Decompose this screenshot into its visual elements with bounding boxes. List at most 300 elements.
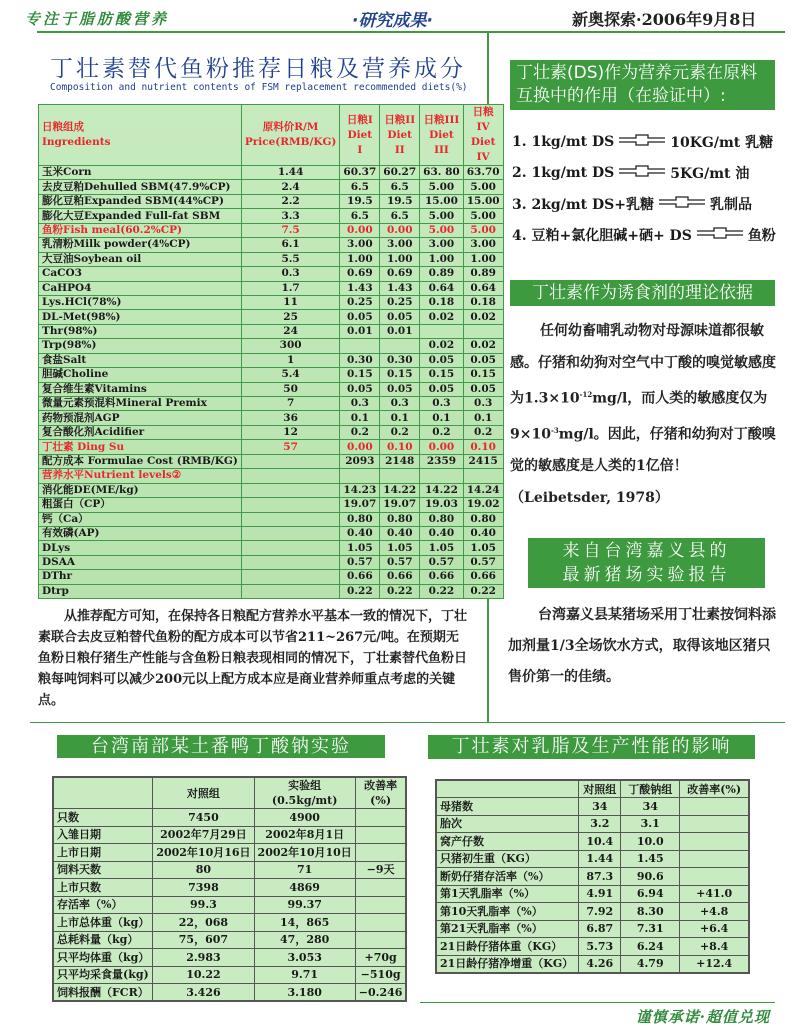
- table-cell: 1.7: [241, 281, 340, 295]
- table-cell: 2.4: [241, 180, 340, 194]
- table-cell: −510g: [355, 966, 406, 984]
- table-row: [39, 570, 504, 584]
- table-cell: 0.25: [380, 295, 420, 309]
- table-cell: 0.1: [380, 411, 420, 425]
- table-cell: 0.30: [380, 353, 420, 367]
- table-row: [39, 483, 504, 497]
- table-cell: 10.4: [579, 833, 621, 851]
- table-row: [436, 885, 749, 903]
- equivalence-item: [512, 225, 776, 245]
- table-row: [436, 920, 749, 938]
- table-cell: 90.6: [621, 868, 680, 886]
- equivalence-icon: [697, 226, 743, 244]
- table-cell: 3.00: [420, 238, 464, 252]
- column-header: 日粮IV Diet IV: [463, 105, 503, 166]
- table-row: [436, 833, 749, 851]
- table-cell: 0.57: [463, 555, 503, 569]
- table-cell: 0.66: [340, 570, 380, 584]
- column-header: 对照组: [153, 777, 254, 809]
- table-cell: 60.27: [380, 166, 420, 180]
- table-row: [436, 850, 749, 868]
- table-cell: 0.10: [380, 440, 420, 454]
- table-cell: [241, 512, 340, 526]
- table-cell: [380, 469, 420, 483]
- table-cell: DSAA: [39, 555, 242, 569]
- table-cell: 0.10: [463, 440, 503, 454]
- table-cell: 7.92: [579, 903, 621, 921]
- table-cell: 0.69: [340, 267, 380, 281]
- equivalence-right: 10KG/mt 乳糖: [670, 135, 774, 151]
- table-cell: 上市只数: [53, 879, 153, 897]
- table-cell: 3.00: [340, 238, 380, 252]
- table-cell: 1.44: [579, 850, 621, 868]
- table-cell: 0.00: [420, 440, 464, 454]
- table-cell: 胎次: [436, 815, 579, 833]
- table-cell: 上市总体重（kg）: [53, 914, 153, 932]
- table-cell: 0.22: [340, 584, 380, 598]
- table-row: [53, 931, 406, 949]
- table-cell: 0.2: [463, 425, 503, 439]
- table-cell: 0.66: [380, 570, 420, 584]
- table-cell: +8.4: [680, 938, 749, 956]
- table-row: [39, 252, 504, 266]
- table-cell: 大豆油Soybean oil: [39, 252, 242, 266]
- table-row: [39, 238, 504, 252]
- column-header: 日粮II Diet II: [380, 105, 420, 166]
- table-cell: 饲料天数: [53, 861, 153, 879]
- table-row: [53, 949, 406, 967]
- table-cell: 0.05: [420, 382, 464, 396]
- table-cell: 14.22: [380, 483, 420, 497]
- table-cell: 14，865: [254, 914, 355, 932]
- table-row: [53, 984, 406, 1002]
- table-cell: 0.05: [340, 382, 380, 396]
- table-cell: 0.69: [380, 267, 420, 281]
- table-cell: 窝产仔数: [436, 833, 579, 851]
- table-cell: 6.24: [621, 938, 680, 956]
- exponent: -3: [550, 425, 559, 435]
- table-row: [39, 166, 504, 180]
- duck-table: [52, 776, 407, 1002]
- table-cell: 3.180: [254, 984, 355, 1002]
- table-cell: 2093: [340, 454, 380, 468]
- table-cell: 0.05: [380, 382, 420, 396]
- equivalence-right: 5KG/mt 油: [670, 166, 750, 182]
- table-cell: 15.00: [463, 194, 503, 208]
- table-cell: 0.05: [380, 310, 420, 324]
- table-cell: [340, 469, 380, 483]
- table-cell: 0.18: [420, 295, 464, 309]
- table-cell: 14.23: [340, 483, 380, 497]
- table-cell: 7.5: [241, 223, 340, 237]
- column-header: 日粮III Diet III: [420, 105, 464, 166]
- table-cell: 0.15: [420, 368, 464, 382]
- header-row: [53, 777, 406, 809]
- table-cell: 0.80: [380, 512, 420, 526]
- equivalence-icon: [619, 164, 665, 182]
- table-row: [39, 454, 504, 468]
- column-header: [53, 777, 153, 809]
- duck-title: 台湾南部某土番鸭丁酸钠实验: [57, 735, 385, 758]
- equivalence-left: 4. 豆粕+氯化胆碱+硒+ DS: [512, 228, 692, 244]
- table-cell: 0.3: [420, 397, 464, 411]
- table-cell: 14.24: [463, 483, 503, 497]
- table-cell: 0.2: [340, 425, 380, 439]
- table-cell: 0.64: [463, 281, 503, 295]
- table-row: [53, 844, 406, 862]
- table-cell: 存活率（%）: [53, 896, 153, 914]
- table-row: [39, 194, 504, 208]
- table-row: [39, 397, 504, 411]
- table-cell: 0.57: [340, 555, 380, 569]
- table-cell: [241, 541, 340, 555]
- table-cell: DL-Met(98%): [39, 310, 242, 324]
- table-cell: 玉米Corn: [39, 166, 242, 180]
- table-cell: [680, 868, 749, 886]
- table-cell: 第10天乳脂率（%）: [436, 903, 579, 921]
- table-cell: 丁壮素 Ding Su: [39, 440, 242, 454]
- table-cell: 0.15: [380, 368, 420, 382]
- table-cell: 25: [241, 310, 340, 324]
- table-cell: 0.18: [463, 295, 503, 309]
- header-divider: [37, 31, 785, 33]
- table-cell: 36: [241, 411, 340, 425]
- table-cell: 只平均采食量(kg): [53, 966, 153, 984]
- table-cell: 6.5: [340, 180, 380, 194]
- footer-slogan: 谨慎承诺·超值兑现: [635, 1008, 770, 1026]
- table-row: [436, 798, 749, 816]
- table-cell: [680, 815, 749, 833]
- table-cell: 膨化大豆Expanded Full-fat SBM: [39, 209, 242, 223]
- table-cell: [463, 324, 503, 338]
- table-cell: [680, 850, 749, 868]
- table-row: [39, 469, 504, 483]
- table-cell: 5.4: [241, 368, 340, 382]
- table-cell: 0.1: [340, 411, 380, 425]
- table-row: [53, 879, 406, 897]
- table-cell: [241, 469, 340, 483]
- table-cell: Dtrp: [39, 584, 242, 598]
- table-row: [39, 512, 504, 526]
- table-cell: 50: [241, 382, 340, 396]
- diet-table: [38, 104, 504, 599]
- table-cell: 总耗料量（kg）: [53, 931, 153, 949]
- table-cell: 0.02: [463, 310, 503, 324]
- table-row: [39, 353, 504, 367]
- table-cell: +70g: [355, 949, 406, 967]
- table-cell: DThr: [39, 570, 242, 584]
- table-cell: 0.1: [420, 411, 464, 425]
- column-header: 丁酸钠组: [621, 780, 680, 798]
- table-cell: 第1天乳脂率（%）: [436, 885, 579, 903]
- table-cell: 5.00: [420, 209, 464, 223]
- section-label: ·研究成果·: [352, 11, 433, 31]
- table-cell: 63.70: [463, 166, 503, 180]
- equivalence-icon: [619, 133, 665, 151]
- table-cell: 0.3: [380, 397, 420, 411]
- table-row: [39, 541, 504, 555]
- table-row: [53, 966, 406, 984]
- table-cell: 1.00: [380, 252, 420, 266]
- table-cell: 12: [241, 425, 340, 439]
- table-row: [436, 868, 749, 886]
- table-cell: 2359: [420, 454, 464, 468]
- table-cell: 2148: [380, 454, 420, 468]
- table-cell: 300: [241, 339, 340, 353]
- table-cell: 7398: [153, 879, 254, 897]
- table-cell: 0.57: [380, 555, 420, 569]
- table-cell: 3.00: [380, 238, 420, 252]
- table-cell: 微量元素预混料Mineral Premix: [39, 397, 242, 411]
- theory-text-1: 任何幼畜哺乳动物对母源味道都很敏感。仔猪和幼狗对空气中丁酸的嗅觉敏感度为1.3×10: [510, 323, 776, 407]
- table-row: [39, 324, 504, 338]
- table-cell: +41.0: [680, 885, 749, 903]
- table-cell: 0.01: [340, 324, 380, 338]
- table-cell: [241, 526, 340, 540]
- column-header: 改善率(%): [680, 780, 749, 798]
- table-cell: Thr(98%): [39, 324, 242, 338]
- table-cell: −9天: [355, 861, 406, 879]
- taiwan-title-line: 来自台湾嘉义县的: [562, 541, 731, 561]
- table-cell: 99.3: [153, 896, 254, 914]
- table-cell: [355, 809, 406, 827]
- table-cell: 第21天乳脂率（%）: [436, 920, 579, 938]
- table-cell: 复合酸化剂Acidifier: [39, 425, 242, 439]
- equivalence-item: [512, 132, 773, 152]
- table-cell: 0.00: [340, 440, 380, 454]
- table-cell: 只平均体重（kg）: [53, 949, 153, 967]
- table-cell: [241, 498, 340, 512]
- table-cell: [355, 826, 406, 844]
- exponent: -12: [579, 390, 593, 399]
- main-subtitle: Composition and nutrient contents of FSM replacement recommended diets(%): [50, 82, 468, 93]
- taiwan-title-line: 最新猪场实验报告: [562, 565, 731, 585]
- equivalence-left: 2. 1kg/mt DS: [512, 165, 615, 181]
- table-cell: 只猪初生重（KG）: [436, 850, 579, 868]
- table-row: [436, 955, 749, 973]
- table-cell: 上市日期: [53, 844, 153, 862]
- table-cell: 1.00: [420, 252, 464, 266]
- table-cell: 80: [153, 861, 254, 879]
- table-cell: 5.00: [463, 180, 503, 194]
- table-cell: 3.00: [463, 238, 503, 252]
- table-row: [39, 281, 504, 295]
- section-divider: [30, 722, 785, 723]
- equivalence-right: 鱼粉: [747, 228, 776, 244]
- table-cell: 0.30: [340, 353, 380, 367]
- table-row: [39, 498, 504, 512]
- table-row: [39, 382, 504, 396]
- table-cell: 10.22: [153, 966, 254, 984]
- sow-table: [435, 779, 750, 974]
- table-cell: 4.79: [621, 955, 680, 973]
- table-cell: [420, 324, 464, 338]
- table-cell: 2.2: [241, 194, 340, 208]
- table-cell: 0.80: [340, 512, 380, 526]
- table-cell: [355, 844, 406, 862]
- table-row: [39, 295, 504, 309]
- table-cell: 1.05: [380, 541, 420, 555]
- table-cell: 60.37: [340, 166, 380, 180]
- table-cell: 0.89: [420, 267, 464, 281]
- table-cell: 1.43: [340, 281, 380, 295]
- table-cell: 3.053: [254, 949, 355, 967]
- table-cell: 食盐Salt: [39, 353, 242, 367]
- theory-title: 丁壮素作为诱食剂的理论依据: [510, 280, 775, 306]
- table-cell: 有效磷(AP): [39, 526, 242, 540]
- table-cell: 34: [621, 798, 680, 816]
- table-cell: 6.5: [340, 209, 380, 223]
- taiwan-paragraph: 台湾嘉义县某猪场采用丁壮素按饲料添加剂量1/3全场饮水方式，取得该地区猪只售价第一的佳绩。: [508, 607, 776, 685]
- diet-conclusion: 从推荐配方可知，在保持各日粮配方营养水平基本一致的情况下，丁壮素联合去皮豆粕替代鱼粉的配方成本可以节省211~267元/吨。在预期无鱼粉日粮仔猪生产性能与含鱼粉日粮表现相同的情况下，丁壮素替代鱼粉日粮每吨饲料可以减少200元以上配方成本应是商业营养师重点考虑的关键点。: [38, 609, 468, 708]
- table-cell: 9.71: [254, 966, 355, 984]
- table-row: [53, 861, 406, 879]
- table-cell: 1.44: [241, 166, 340, 180]
- table-cell: 营养水平Nutrient levels②: [39, 469, 242, 483]
- table-cell: 膨化豆粕Expanded SBM(44%CP): [39, 194, 242, 208]
- table-row: [39, 440, 504, 454]
- column-header: 日粮I Diet I: [340, 105, 380, 166]
- table-cell: 0.02: [420, 310, 464, 324]
- table-cell: 11: [241, 295, 340, 309]
- table-cell: 34: [579, 798, 621, 816]
- table-cell: 5.73: [579, 938, 621, 956]
- nutrient-title: 丁壮素(DS)作为营养元素在原料互换中的作用（在验证中）:: [510, 60, 775, 110]
- table-cell: 0.05: [340, 310, 380, 324]
- table-cell: [463, 469, 503, 483]
- equivalence-item: [512, 163, 749, 183]
- table-cell: 钙（Ca）: [39, 512, 242, 526]
- table-cell: 0.66: [420, 570, 464, 584]
- table-cell: 63. 80: [420, 166, 464, 180]
- table-cell: [241, 570, 340, 584]
- table-cell: 4900: [254, 809, 355, 827]
- table-cell: CaHPO4: [39, 281, 242, 295]
- table-cell: 10.0: [621, 833, 680, 851]
- table-row: [436, 903, 749, 921]
- main-title: 丁壮素替代鱼粉推荐日粮及营养成分: [50, 56, 466, 82]
- theory-paragraph: [510, 315, 776, 514]
- table-cell: 0.40: [340, 526, 380, 540]
- table-cell: 0.00: [380, 223, 420, 237]
- table-cell: 19.03: [420, 498, 464, 512]
- theory-text-2: mg/l，而人类的敏感度仅为9×10: [510, 390, 768, 443]
- table-cell: 14.22: [420, 483, 464, 497]
- table-cell: 0.89: [463, 267, 503, 281]
- table-cell: 5.00: [463, 223, 503, 237]
- table-cell: 去皮豆粕Dehulled SBM(47.9%CP): [39, 180, 242, 194]
- table-cell: 2002年10月10日: [254, 844, 355, 862]
- equivalence-left: 3. 2kg/mt DS+乳糖: [512, 197, 654, 213]
- table-row: [436, 815, 749, 833]
- table-cell: 19.07: [340, 498, 380, 512]
- table-cell: 5.5: [241, 252, 340, 266]
- table-row: [53, 896, 406, 914]
- table-cell: 只数: [53, 809, 153, 827]
- table-cell: [355, 931, 406, 949]
- table-cell: [241, 483, 340, 497]
- column-header: [436, 780, 579, 798]
- table-cell: 87.3: [579, 868, 621, 886]
- table-cell: 1.05: [340, 541, 380, 555]
- table-cell: Lys.HCl(78%): [39, 295, 242, 309]
- issue-date: 新奥探索·2006年9月8日: [572, 10, 757, 29]
- taiwan-title: [528, 538, 765, 588]
- table-cell: 0.3: [241, 267, 340, 281]
- table-cell: 2002年7月29日: [153, 826, 254, 844]
- table-cell: 5.00: [463, 209, 503, 223]
- table-cell: 7: [241, 397, 340, 411]
- table-cell: 6.5: [380, 209, 420, 223]
- table-cell: 1.05: [463, 541, 503, 555]
- table-cell: 7.31: [621, 920, 680, 938]
- table-cell: 0.40: [380, 526, 420, 540]
- table-cell: [355, 914, 406, 932]
- table-cell: 4.91: [579, 885, 621, 903]
- table-cell: 消化能DE(ME/kg): [39, 483, 242, 497]
- table-cell: +12.4: [680, 955, 749, 973]
- table-cell: [340, 339, 380, 353]
- table-row: [39, 368, 504, 382]
- table-row: [436, 938, 749, 956]
- table-cell: 乳清粉Milk powder(4%CP): [39, 238, 242, 252]
- table-cell: 配方成本 Formulae Cost (RMB/KG): [39, 454, 242, 468]
- table-cell: 母猪数: [436, 798, 579, 816]
- table-cell: 3.1: [621, 815, 680, 833]
- table-cell: 6.1: [241, 238, 340, 252]
- table-cell: 4869: [254, 879, 355, 897]
- table-cell: [355, 896, 406, 914]
- table-cell: 1.00: [340, 252, 380, 266]
- theory-text-3: mg/l。因此，仔猪和幼狗对丁酸嗅觉的敏感度是人类的1亿倍！（Leibetsder, 1978）: [510, 426, 776, 507]
- table-cell: 0.3: [463, 397, 503, 411]
- table-cell: 4.26: [579, 955, 621, 973]
- table-cell: 0.00: [340, 223, 380, 237]
- table-cell: [680, 833, 749, 851]
- table-cell: 3.2: [579, 815, 621, 833]
- table-cell: 19.07: [380, 498, 420, 512]
- table-cell: 71: [254, 861, 355, 879]
- equivalence-right: 乳制品: [709, 197, 752, 213]
- table-cell: 57: [241, 440, 340, 454]
- table-cell: 饲料报酬（FCR）: [53, 984, 153, 1002]
- table-cell: 5.00: [420, 180, 464, 194]
- table-cell: [241, 584, 340, 598]
- table-cell: 0.1: [463, 411, 503, 425]
- table-cell: [241, 454, 340, 468]
- table-row: [39, 411, 504, 425]
- table-cell: 粗蛋白（CP）: [39, 498, 242, 512]
- table-cell: [241, 555, 340, 569]
- column-header: 对照组: [579, 780, 621, 798]
- table-cell: 0.05: [420, 353, 464, 367]
- table-cell: 19.5: [340, 194, 380, 208]
- table-cell: 断奶仔猪存活率（%）: [436, 868, 579, 886]
- table-row: [53, 826, 406, 844]
- column-header: 实验组(0.5kg/mt): [254, 777, 355, 809]
- table-cell: 75，607: [153, 931, 254, 949]
- equivalence-left: 1. 1kg/mt DS: [512, 134, 615, 150]
- table-cell: 2002年10月16日: [153, 844, 254, 862]
- header-slogan: 专注于脂肪酸营养: [25, 10, 170, 28]
- equivalence-icon: [659, 195, 705, 213]
- table-cell: 0.40: [420, 526, 464, 540]
- table-cell: 19.02: [463, 498, 503, 512]
- table-cell: 入雏日期: [53, 826, 153, 844]
- table-cell: [355, 879, 406, 897]
- table-cell: 复合维生素Vitamins: [39, 382, 242, 396]
- table-row: [39, 209, 504, 223]
